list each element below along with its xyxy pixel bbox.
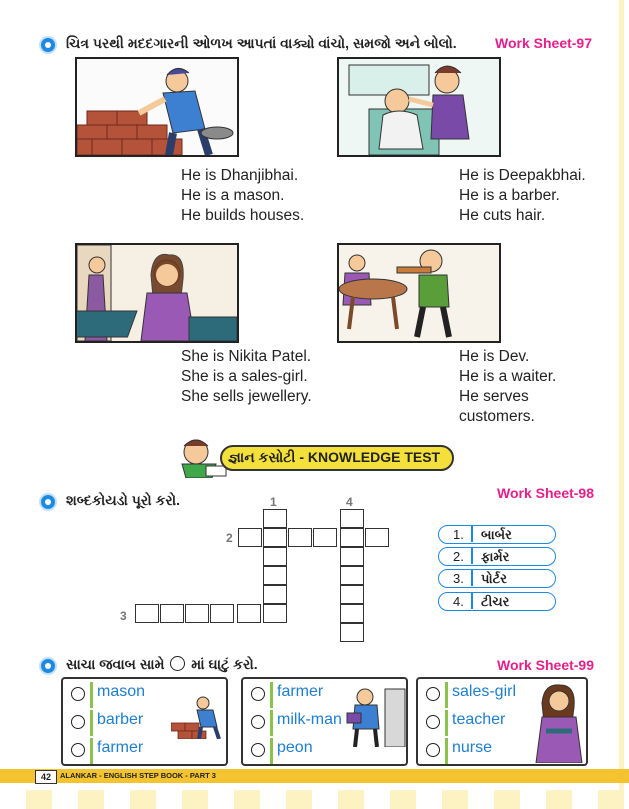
sentence: She is a sales-girl. — [181, 368, 308, 385]
mcq-instruction — [66, 656, 258, 673]
clue-number: 1. — [453, 527, 464, 542]
worksheet-label: Work Sheet-97 — [495, 35, 592, 51]
clue-number: 3. — [453, 571, 464, 586]
answer-option[interactable] — [249, 738, 349, 764]
barber-image — [337, 57, 501, 157]
clue-item — [438, 569, 556, 588]
bullet-icon — [39, 657, 57, 675]
answer-option[interactable] — [424, 682, 524, 708]
crossword-cell[interactable] — [340, 509, 364, 528]
crossword-cell[interactable] — [135, 604, 159, 623]
panel-3-text — [181, 347, 312, 407]
worksheet-label: Work Sheet-98 — [497, 485, 594, 501]
option-label: barber — [97, 711, 144, 728]
crossword-cell[interactable] — [263, 509, 287, 528]
answer-option[interactable] — [249, 682, 349, 708]
answer-circle[interactable] — [426, 715, 440, 729]
crossword-cell[interactable] — [263, 604, 287, 623]
circle-icon — [170, 656, 185, 671]
banner-label: જ્ઞાન કસોટી - KNOWLEDGE TEST — [228, 449, 441, 465]
clue-item — [438, 547, 556, 566]
crossword-cell[interactable] — [185, 604, 209, 623]
crossword-cell[interactable] — [263, 585, 287, 604]
clue-word: ટીચર — [481, 594, 510, 609]
mcq-box — [416, 677, 588, 766]
crossword-cell[interactable] — [288, 528, 312, 547]
worksheet-label: Work Sheet-99 — [497, 657, 594, 673]
bullet-icon — [39, 36, 57, 54]
answer-option[interactable] — [69, 710, 169, 736]
option-label: peon — [277, 739, 313, 756]
option-label: farmer — [277, 683, 324, 700]
mcq-instruction-end: માં ઘાટું કરો. — [191, 656, 258, 672]
crossword-cell[interactable] — [340, 623, 364, 642]
option-label: mason — [97, 683, 146, 700]
mcq-instruction-start: સાચા જવાબ સામે — [66, 656, 165, 672]
crossword-cell[interactable] — [340, 547, 364, 566]
sentence: He is Deepakbhai. — [459, 167, 586, 184]
sentence: She is Nikita Patel. — [181, 348, 312, 365]
bullet-icon — [39, 493, 57, 511]
sentence: He is a waiter. — [459, 368, 557, 385]
crossword-cell[interactable] — [313, 528, 337, 547]
crossword-cell[interactable] — [210, 604, 234, 623]
sentence: She sells jewellery. — [181, 388, 312, 405]
mason-image — [75, 57, 239, 157]
instruction-text: ચિત્ર પરથી મદદગારની ઓળખ આપતાં વાક્યો વાંચો, સમજો અને બોલો. — [66, 35, 457, 51]
sentence: He is a barber. — [459, 187, 560, 204]
panel-2-text — [459, 166, 586, 226]
sentence: He is Dhanjibhai. — [181, 167, 299, 184]
answer-circle[interactable] — [251, 687, 265, 701]
sentence: He is a mason. — [181, 187, 285, 204]
crossword-number: 4 — [346, 495, 353, 509]
answer-option[interactable] — [424, 738, 524, 764]
answer-circle[interactable] — [426, 743, 440, 757]
page-number: 42 — [35, 770, 57, 784]
answer-circle[interactable] — [71, 743, 85, 757]
panel-4-text — [459, 347, 556, 427]
crossword-cell[interactable] — [263, 566, 287, 585]
clue-number: 2. — [453, 549, 464, 564]
answer-option[interactable] — [249, 710, 349, 736]
crossword-number: 1 — [270, 495, 277, 509]
clue-item — [438, 592, 556, 611]
answer-circle[interactable] — [251, 715, 265, 729]
answer-option[interactable] — [69, 682, 169, 708]
mcq-box — [241, 677, 408, 766]
crossword-cell[interactable] — [263, 547, 287, 566]
crossword-cell[interactable] — [365, 528, 389, 547]
crossword-cell[interactable] — [263, 528, 287, 547]
waiter-image — [337, 243, 501, 343]
crossword-cell[interactable] — [160, 604, 184, 623]
clue-word: બાર્બર — [481, 527, 512, 542]
option-label: sales-girl — [452, 683, 517, 700]
sentence: customers. — [459, 408, 535, 425]
crossword-cell[interactable] — [340, 528, 364, 547]
crossword-number: 3 — [120, 609, 127, 623]
mcq-box — [61, 677, 228, 766]
answer-circle[interactable] — [71, 715, 85, 729]
sales-girl-icon — [532, 683, 586, 763]
answer-circle[interactable] — [426, 687, 440, 701]
clue-number: 4. — [453, 594, 464, 609]
option-label: teacher — [452, 711, 506, 728]
knowledge-test-banner — [172, 436, 458, 478]
sentence: He cuts hair. — [459, 207, 546, 224]
mason-icon — [171, 693, 225, 739]
crossword-cell[interactable] — [237, 604, 261, 623]
answer-option[interactable] — [69, 738, 169, 764]
option-label: farmer — [97, 739, 144, 756]
option-label: milk-man — [277, 711, 342, 728]
crossword-number: 2 — [226, 531, 233, 545]
clue-word: ફાર્મર — [481, 549, 510, 564]
clue-item — [438, 525, 556, 544]
crossword-cell[interactable] — [340, 604, 364, 623]
crossword-cell[interactable] — [238, 528, 262, 547]
crossword-cell[interactable] — [340, 585, 364, 604]
option-label: nurse — [452, 739, 493, 756]
crossword-instruction: શબ્દકોયડો પૂરો કરો. — [66, 492, 180, 508]
sentence: He builds houses. — [181, 207, 305, 224]
answer-circle[interactable] — [251, 743, 265, 757]
clue-word: પોર્ટર — [481, 571, 507, 586]
book-title: ALANKAR - ENGLISH STEP BOOK - PART 3 — [60, 771, 216, 780]
answer-option[interactable] — [424, 710, 524, 736]
crossword-cell[interactable] — [340, 566, 364, 585]
peon-icon — [343, 685, 407, 747]
panel-1-text — [181, 166, 304, 226]
sentence: He serves — [459, 388, 529, 405]
sentence: He is Dev. — [459, 348, 530, 365]
answer-circle[interactable] — [71, 687, 85, 701]
sales-girl-image — [75, 243, 239, 343]
